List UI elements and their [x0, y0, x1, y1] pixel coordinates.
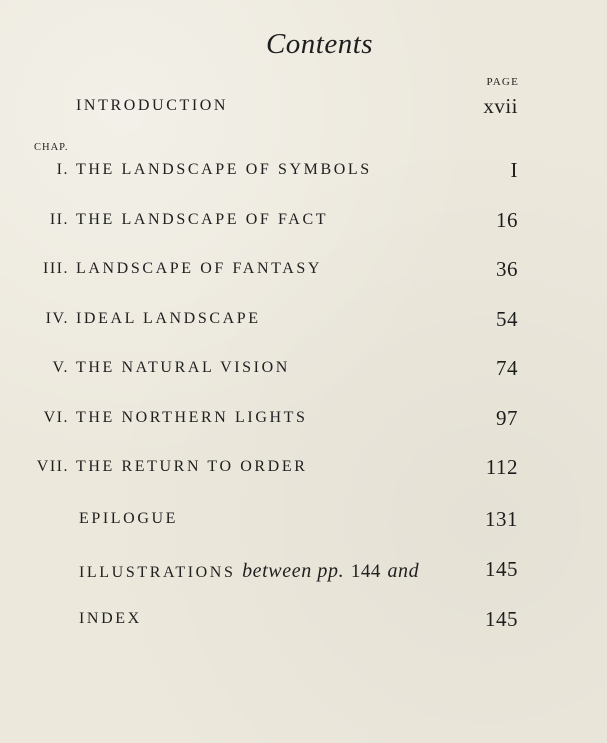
toc-entry-introduction[interactable] — [0, 94, 607, 129]
toc-entry-illustrations[interactable] — [0, 557, 607, 592]
toc-entry-title: INDEX — [79, 610, 142, 627]
toc-entry-page: I — [510, 158, 518, 182]
chapter-numeral: II. — [49, 211, 69, 228]
chapter-numeral: I. — [56, 161, 69, 178]
chapter-numeral: V. — [52, 359, 69, 376]
toc-entry-title: THE LANDSCAPE OF FACT — [76, 211, 329, 228]
toc-entry-chapter-3[interactable] — [0, 257, 607, 292]
illustrations-label: ILLUSTRATIONS — [79, 564, 236, 581]
toc-entry-title: EPILOGUE — [79, 510, 179, 527]
toc-entry-page: 97 — [496, 406, 518, 430]
toc-entry-page: 74 — [496, 356, 518, 380]
chapter-numeral: VI. — [43, 409, 69, 426]
toc-entry-title: INTRODUCTION — [76, 97, 229, 114]
toc-entry-chapter-1[interactable] — [0, 158, 607, 193]
toc-entry-page: 112 — [485, 455, 518, 479]
illustrations-between-text: between pp. — [242, 560, 345, 582]
toc-entry-title: THE RETURN TO ORDER — [76, 458, 308, 475]
toc-entry-title: THE NORTHERN LIGHTS — [76, 409, 308, 426]
page-column-label: PAGE — [486, 76, 519, 88]
toc-entry-title: IDEAL LANDSCAPE — [76, 310, 261, 327]
toc-entry-epilogue[interactable] — [0, 507, 607, 542]
toc-entry-title: LANDSCAPE OF FANTASY — [76, 260, 323, 277]
illustrations-and-text: and — [387, 560, 420, 582]
chapter-column-label: CHAP. — [34, 142, 69, 153]
toc-entry-page: 131 — [485, 507, 518, 531]
toc-entry-chapter-7[interactable] — [0, 455, 607, 490]
toc-entry-page: 36 — [496, 257, 518, 281]
toc-entry-page: 145 — [485, 557, 518, 581]
toc-entry-chapter-2[interactable] — [0, 208, 607, 243]
toc-entry-title: THE LANDSCAPE OF SYMBOLS — [76, 161, 372, 178]
toc-entry-chapter-4[interactable] — [0, 307, 607, 342]
chapter-numeral: III. — [43, 260, 69, 277]
chapter-numeral: VII. — [36, 458, 69, 475]
toc-entry-page: 145 — [485, 607, 518, 631]
toc-entry-index[interactable] — [0, 607, 607, 642]
toc-entry-page: xvii — [483, 94, 518, 118]
illustrations-start-page: 144 — [350, 561, 381, 582]
toc-entry-page: 54 — [496, 307, 518, 331]
chapter-numeral: IV. — [45, 310, 69, 327]
toc-entry-page: 16 — [496, 208, 518, 232]
toc-entry-chapter-5[interactable] — [0, 356, 607, 391]
toc-entry-title: THE NATURAL VISION — [76, 359, 290, 376]
toc-entry-chapter-6[interactable] — [0, 406, 607, 441]
toc-entry-title — [79, 560, 419, 583]
page-title: Contents — [265, 28, 374, 60]
